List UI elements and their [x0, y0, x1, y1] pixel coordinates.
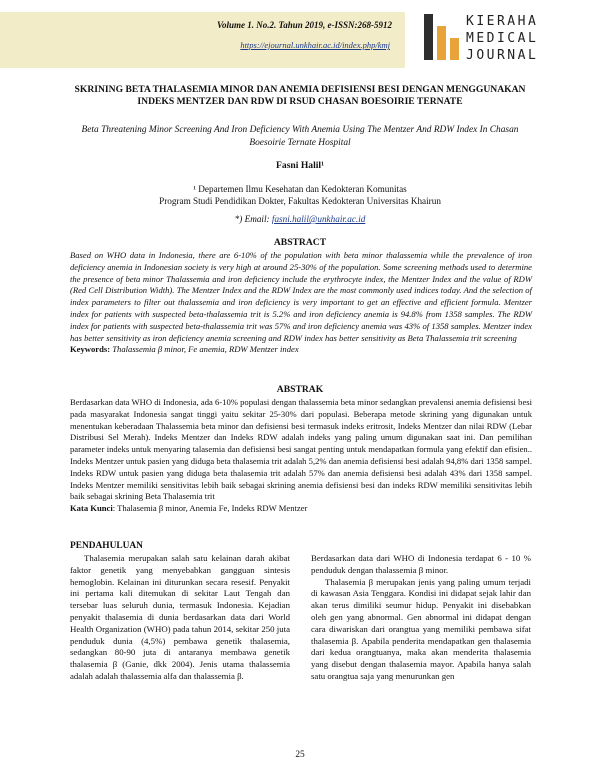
affiliation-line-2: Program Studi Pendidikan Dokter, Fakultas Kedokteran Universitas Khairun: [159, 196, 441, 206]
affiliation: [0, 183, 600, 207]
journal-url-link[interactable]: https://ejournal.unkhair.ac.id/index.php/kmj: [240, 40, 390, 50]
abstract-heading: ABSTRACT: [273, 237, 327, 248]
kata-kunci-text: : Thalasemia β minor, Anemia Fe, Indeks RDW Mentzer: [112, 503, 308, 514]
email-line: [0, 214, 600, 224]
intro-left-paragraph: Thalasemia merupakan salah satu kelainan darah akibat faktor genetik yang menyebabkan gangguan sintesis hemoglobin. Kelainan ini diturunkan secara resesif. Penyakit ini pertama kali ditemukan di sekitar Laut Tengah dan tersebar luas seluruh dunia, termasuk Indonesia. Kejadian penyakit thalasemia di dunia berdasarkan data dari World Health Organization (WHO) pada tahun 2014, sekitar 250 juta penduduk dunia (4,5%) pembawa genetik thalasemia, sedangkan 80-90 juta di antaranya membawa genetik thalasemia β (Ganie, dkk 2004). Jenis utama thalassemia adalah adalah thalassemia alfa dan thalassemia β.: [70, 553, 290, 681]
logo-line-1: KIERAHA: [466, 14, 539, 29]
paper-title: SKRINING BETA THALASEMIA MINOR DAN ANEMIA DEFISIENSI BESI DENGAN MENGGUNAKAN INDEKS MENTZER DAN RDW DI RSUD CHASAN BOESOIRIE TERNATE: [74, 84, 526, 107]
abstrak-heading: ABSTRAK: [276, 384, 324, 395]
paper-subtitle: Beta Threatening Minor Screening And Iron Deficiency With Anemia Using The Mentzer And RDW Index In Chasan Boesoirie Ternate Hospital: [81, 125, 519, 148]
abstract-en-text: [70, 250, 532, 356]
keywords-label: Keywords:: [70, 344, 111, 355]
journal-logo-icon: [422, 12, 462, 62]
email-prefix: *) Email:: [234, 214, 272, 224]
intro-right-paragraph-2: Thalasemia β merupakan jenis yang paling umum terjadi di kawasan Asia Tenggara. Kondisi ini didapat sejak lahir dan akan terus dimiliki seumur hidup. Penyakit ini disebabkan oleh gen yang abnormal. Gen abnormal ini didapat dengan cara diwariskan dari orangtua yang memiliki pembawa sifat thalasemia β. Apabila penderita mendapatkan gen thalasemia dari kedua orangtuanya, maka akan menderita thalasemia yang disebut dengan thalasemia mayor. Apabila hanya salah satu orangtua saja yang menurunkan gen: [311, 576, 531, 681]
affiliation-line-1: ¹ Departemen Ilmu Kesehatan dan Kedokteran Komunitas: [193, 184, 407, 194]
abstract-id-text: [70, 397, 532, 515]
journal-volume: Volume 1. No.2. Tahun 2019, e-ISSN:268-5912: [217, 20, 392, 30]
intro-right-column: [311, 553, 531, 683]
intro-right-paragraph-1: Berdasarkan data dari WHO di Indonesia terdapat 6 - 10 % penduduk dengan thalassemia β minor.: [311, 553, 531, 575]
journal-logo-text: [466, 13, 596, 64]
intro-left-column: [70, 553, 290, 683]
abstract-id-body: Berdasarkan data WHO di Indonesia, ada 6-10% populasi dengan thalassemia beta minor sedangkan prevalensi anemia defisiensi besi pada masyarakat Indonesia sangat tinggi yaitu sekitar 25-30% dari populasi. Beberapa metode skrining yang digunakan untuk menentukan keberadaan Thalassemia beta minor dan defisiensi besi termasuk indeks eritrosit, Indeks Mentzer dan nilai RDW (Lebar Distribusi Sel Merah). Indeks Mentzer dan Indeks RDW adalah indeks yang paling umum digunakan saat ini. Dan pemilihan parameter indeks untuk menyaring talasemia dan defisiensi besi sangat penting untuk mendapatkan formula yang efektif dan efisien.. Indeks Mentzer untuk pasien yang diduga beta thalasemia trit adalah 5,2% dan anemia defisiensi besi adalah 94,8% dari 1358 sampel. Indeks RDW untuk pasien yang diduga beta thalasemia trit adalah 57% dan anemia defisiensi besi adalah 43% dari 1358 sampel. Indeks Mentzer memiliki sensitivitas lebih baik sebagai skrining anemia defisiensi besi dan indeks RDW memiliki sensitivitas lebih baik sebagai skrining Beta Thalasemia trit: [70, 397, 532, 502]
keywords-text: Thalassemia β minor, Fe anemia, RDW Mentzer index: [112, 344, 299, 355]
logo-line-3: JOURNAL: [466, 48, 539, 63]
logo-line-2: MEDICAL: [466, 31, 539, 46]
email-link[interactable]: fasni.halil@unkhair.ac.id: [271, 214, 366, 224]
kata-kunci-label: Kata Kunci: [70, 503, 113, 514]
author-name: Fasni Halil¹: [276, 160, 324, 171]
page-number: 25: [295, 750, 305, 760]
intro-heading: PENDAHULUAN: [70, 541, 143, 551]
abstract-en-body: Based on WHO data in Indonesia, there are 6-10% of the population with beta minor thalassemia while the prevalence of iron deficiency anemia in Indonesian society is very high at around 25-30% of the population. Some screening methods used to determine the presence of beta minor Thalassemia and iron deficiency include the erythrocyte index, the Mentzer Index and the value of RDW (Red Cell Distribution Width). The Mentzer Index and the RDW Index are the most commonly used indices today. And the selection of index parameters to filter out thalassemia and iron deficiency is very important to get an effective and efficient formula. Mentzer index for patients with suspected beta-thalassemia trit is 5.2% and iron deficiency anemia is 94.8% from 1358 samples. The RDW index for patients with suspected beta-thalassemia trit was 57% and iron deficiency anemia was 43% of 1358 samples. Mentzer index has better sensitivity as iron deficiency anemia screening and RDW index has better sensitivity as Beta Thalassemia trit screening: [70, 250, 532, 343]
